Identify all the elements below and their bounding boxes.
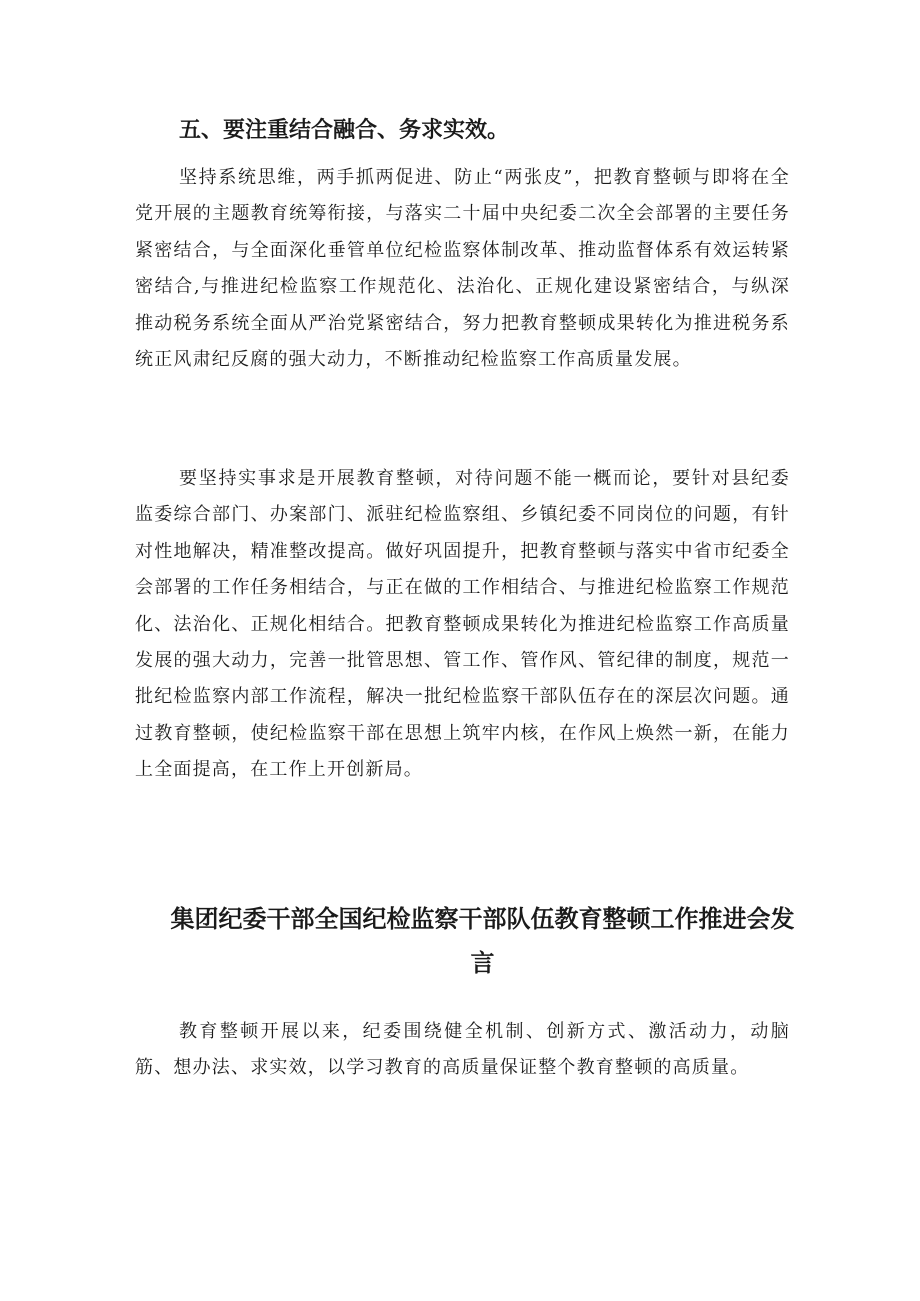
body-paragraph: 要坚持实事求是开展教育整顿，对待问题不能一概而论，要针对县纪委监委综合部门、办案部门、派驻纪检监察组、乡镇纪委不同岗位的问题，有针对性地解决，精准整改提高。做好巩固提升，把教育整顿与落实中省市纪委全会部署的工作任务相结合，与正在做的工作相结合、与推进纪检监察工作规范化、法治化、正规化相结合。把教育整顿成果转化为推进纪检监察工作高质量发展的强大动力，完善一批管思想、管工作、管作风、管纪律的制度，规范一批纪检监察内部工作流程，解决一批纪检监察干部队伍存在的深层次问题。通过教育整顿，使纪检监察干部在思想上筑牢内核，在作风上焕然一新，在能力上全面提高，在工作上开创新局。 — [135, 468, 790, 781]
intro-paragraph: 教育整顿开展以来，纪委围绕健全机制、创新方式、激活动力，动脑筋、想办法、求实效，以学习教育的高质量保证整个教育整顿的高质量。 — [135, 1021, 790, 1079]
article-title: 集团纪委干部全国纪检监察干部队伍教育整顿工作推进会发言 — [170, 905, 795, 977]
section-heading: 五、要注重结合融合、务求实效。 — [179, 118, 510, 143]
body-paragraph: 坚持系统思维，两手抓两促进、防止“两张皮”，把教育整顿与即将在全党开展的主题教育统筹衔接，与落实二十届中央纪委二次全会部署的主要任务紧密结合，与全面深化垂管单位纪检监察体制改革、推动监督体系有效运转紧密结合,与推进纪检监察工作规范化、法治化、正规化建设紧密结合，与纵深推动税务系统全面从严治党紧密结合，努力把教育整顿成果转化为推进税务系统正风肃纪反腐的强大动力，不断推动纪检监察工作高质量发展。 — [135, 167, 790, 371]
